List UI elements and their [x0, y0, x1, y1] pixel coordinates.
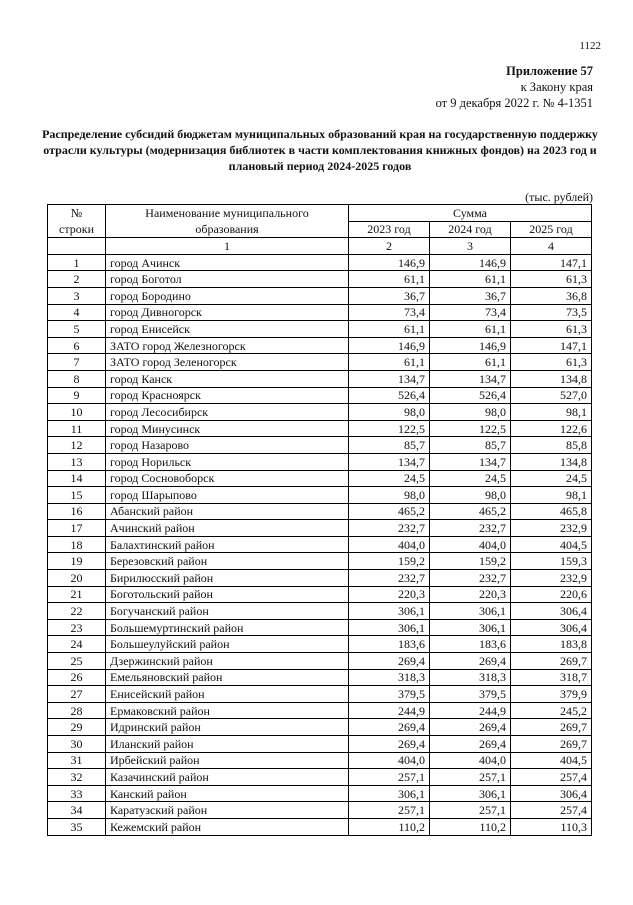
- value-2025-cell: 269,7: [511, 736, 592, 753]
- table-row: [48, 453, 592, 470]
- value-2023-cell: 244,9: [349, 702, 430, 719]
- page-number: 1122: [579, 40, 601, 52]
- column-number: 1: [106, 238, 349, 255]
- value-2025-cell: 269,7: [511, 719, 592, 736]
- value-2025-cell: 147,1: [511, 254, 592, 271]
- table-row: [48, 785, 592, 802]
- value-2024-cell: 146,9: [430, 337, 511, 354]
- value-2025-cell: 257,4: [511, 802, 592, 819]
- table-row: [48, 636, 592, 653]
- column-number: 4: [511, 238, 592, 255]
- table-row: [48, 570, 592, 587]
- municipality-name-cell: город Ачинск: [106, 254, 349, 271]
- row-number-cell: 24: [48, 636, 106, 653]
- value-2023-cell: 24,5: [349, 470, 430, 487]
- value-2023-cell: 269,4: [349, 653, 430, 670]
- municipality-name-cell: город Шарыпово: [106, 487, 349, 504]
- value-2023-cell: 232,7: [349, 570, 430, 587]
- value-2025-cell: 61,3: [511, 321, 592, 338]
- value-2024-cell: 404,0: [430, 536, 511, 553]
- municipality-name-cell: город Норильск: [106, 453, 349, 470]
- table-row: [48, 370, 592, 387]
- municipality-name-cell: город Сосновоборск: [106, 470, 349, 487]
- row-number-cell: 23: [48, 619, 106, 636]
- municipality-name-cell: город Дивногорск: [106, 304, 349, 321]
- value-2024-cell: 232,7: [430, 570, 511, 587]
- row-number-cell: 7: [48, 354, 106, 371]
- value-2025-cell: 318,7: [511, 669, 592, 686]
- value-2024-cell: 404,0: [430, 752, 511, 769]
- table-row: [48, 503, 592, 520]
- value-2025-cell: 245,2: [511, 702, 592, 719]
- document-title: Распределение субсидий бюджетам муниципальных образований края на государственную поддержку отрасли культуры (модернизация библиотек в части комплектования книжных фондов) на 2023 год и плановый период 2024-2025 годов: [42, 127, 598, 173]
- table-row: [48, 271, 592, 288]
- value-2024-cell: 306,1: [430, 785, 511, 802]
- value-2024-cell: 24,5: [430, 470, 511, 487]
- municipality-name-cell: Каратузский район: [106, 802, 349, 819]
- value-2023-cell: 379,5: [349, 686, 430, 703]
- value-2024-cell: 269,4: [430, 736, 511, 753]
- row-number-cell: 14: [48, 470, 106, 487]
- municipality-name-cell: город Боготол: [106, 271, 349, 288]
- value-2024-cell: 134,7: [430, 370, 511, 387]
- header-num-line2: строки: [48, 221, 106, 238]
- municipality-name-cell: город Лесосибирск: [106, 404, 349, 421]
- value-2025-cell: 134,8: [511, 370, 592, 387]
- table-row: [48, 404, 592, 421]
- table-row: [48, 619, 592, 636]
- value-2024-cell: 98,0: [430, 487, 511, 504]
- row-number-cell: 17: [48, 520, 106, 537]
- column-number: 3: [430, 238, 511, 255]
- table-row: [48, 653, 592, 670]
- table-row: [48, 736, 592, 753]
- value-2024-cell: 36,7: [430, 287, 511, 304]
- table-row: [48, 586, 592, 603]
- value-2023-cell: 98,0: [349, 404, 430, 421]
- table-row: [48, 337, 592, 354]
- table-row: [48, 702, 592, 719]
- header-num-line1: №: [48, 205, 106, 222]
- municipality-name-cell: Богучанский район: [106, 603, 349, 620]
- value-2023-cell: 36,7: [349, 287, 430, 304]
- value-2025-cell: 527,0: [511, 387, 592, 404]
- value-2023-cell: 269,4: [349, 736, 430, 753]
- row-number-cell: 13: [48, 453, 106, 470]
- table-row: [48, 437, 592, 454]
- value-2023-cell: 257,1: [349, 769, 430, 786]
- value-2025-cell: 404,5: [511, 536, 592, 553]
- row-number-cell: 1: [48, 254, 106, 271]
- municipality-name-cell: Емельяновский район: [106, 669, 349, 686]
- value-2025-cell: 110,3: [511, 818, 592, 835]
- value-2023-cell: 232,7: [349, 520, 430, 537]
- municipality-name-cell: Казачинский район: [106, 769, 349, 786]
- municipality-name-cell: Дзержинский район: [106, 653, 349, 670]
- value-2025-cell: 183,8: [511, 636, 592, 653]
- value-2025-cell: 147,1: [511, 337, 592, 354]
- row-number-cell: 18: [48, 536, 106, 553]
- value-2025-cell: 269,7: [511, 653, 592, 670]
- value-2023-cell: 159,2: [349, 553, 430, 570]
- table-row: [48, 420, 592, 437]
- value-2024-cell: 379,5: [430, 686, 511, 703]
- table-row: [48, 769, 592, 786]
- appendix-law-ref: к Закону края: [520, 80, 593, 94]
- value-2025-cell: 24,5: [511, 470, 592, 487]
- value-2024-cell: 232,7: [430, 520, 511, 537]
- row-number-cell: 20: [48, 570, 106, 587]
- column-number-row: [48, 238, 592, 255]
- municipality-name-cell: ЗАТО город Железногорск: [106, 337, 349, 354]
- table-body: [48, 254, 592, 835]
- value-2025-cell: 122,6: [511, 420, 592, 437]
- subsidy-table: [47, 204, 592, 836]
- row-number-cell: 29: [48, 719, 106, 736]
- value-2023-cell: 306,1: [349, 603, 430, 620]
- table-row: [48, 354, 592, 371]
- table-row: [48, 536, 592, 553]
- row-number-cell: 22: [48, 603, 106, 620]
- value-2023-cell: 257,1: [349, 802, 430, 819]
- municipality-name-cell: Ирбейский район: [106, 752, 349, 769]
- row-number-cell: 34: [48, 802, 106, 819]
- value-2025-cell: 404,5: [511, 752, 592, 769]
- value-2024-cell: 220,3: [430, 586, 511, 603]
- value-2024-cell: 61,1: [430, 271, 511, 288]
- header-year-2024: 2024 год: [430, 221, 511, 238]
- row-number-cell: 31: [48, 752, 106, 769]
- table-row: [48, 686, 592, 703]
- municipality-name-cell: город Минусинск: [106, 420, 349, 437]
- value-2025-cell: 465,8: [511, 503, 592, 520]
- table-row: [48, 802, 592, 819]
- row-number-cell: 19: [48, 553, 106, 570]
- column-number-empty: [48, 238, 106, 255]
- value-2024-cell: 159,2: [430, 553, 511, 570]
- row-number-cell: 3: [48, 287, 106, 304]
- row-number-cell: 35: [48, 818, 106, 835]
- municipality-name-cell: Ермаковский район: [106, 702, 349, 719]
- municipality-name-cell: город Красноярск: [106, 387, 349, 404]
- table-row: [48, 387, 592, 404]
- units-label: (тыс. рублей): [525, 190, 593, 204]
- value-2024-cell: 98,0: [430, 404, 511, 421]
- value-2025-cell: 98,1: [511, 404, 592, 421]
- value-2024-cell: 257,1: [430, 802, 511, 819]
- value-2025-cell: 220,6: [511, 586, 592, 603]
- value-2023-cell: 146,9: [349, 337, 430, 354]
- value-2025-cell: 232,9: [511, 520, 592, 537]
- value-2025-cell: 232,9: [511, 570, 592, 587]
- value-2025-cell: 36,8: [511, 287, 592, 304]
- table-row: [48, 553, 592, 570]
- table-header-row: [48, 221, 592, 238]
- row-number-cell: 26: [48, 669, 106, 686]
- row-number-cell: 4: [48, 304, 106, 321]
- value-2024-cell: 318,3: [430, 669, 511, 686]
- row-number-cell: 2: [48, 271, 106, 288]
- value-2023-cell: 269,4: [349, 719, 430, 736]
- value-2023-cell: 306,1: [349, 785, 430, 802]
- row-number-cell: 15: [48, 487, 106, 504]
- table-row: [48, 669, 592, 686]
- header-year-2025: 2025 год: [511, 221, 592, 238]
- value-2024-cell: 61,1: [430, 354, 511, 371]
- table-row: [48, 254, 592, 271]
- value-2025-cell: 73,5: [511, 304, 592, 321]
- value-2024-cell: 306,1: [430, 603, 511, 620]
- municipality-name-cell: Боготольский район: [106, 586, 349, 603]
- municipality-name-cell: Бирилюсский район: [106, 570, 349, 587]
- value-2025-cell: 159,3: [511, 553, 592, 570]
- value-2023-cell: 306,1: [349, 619, 430, 636]
- value-2024-cell: 257,1: [430, 769, 511, 786]
- value-2025-cell: 61,3: [511, 354, 592, 371]
- value-2024-cell: 465,2: [430, 503, 511, 520]
- value-2024-cell: 146,9: [430, 254, 511, 271]
- table-row: [48, 520, 592, 537]
- value-2024-cell: 269,4: [430, 653, 511, 670]
- municipality-name-cell: город Енисейск: [106, 321, 349, 338]
- value-2023-cell: 122,5: [349, 420, 430, 437]
- row-number-cell: 28: [48, 702, 106, 719]
- row-number-cell: 30: [48, 736, 106, 753]
- municipality-name-cell: Абанский район: [106, 503, 349, 520]
- value-2024-cell: 61,1: [430, 321, 511, 338]
- row-number-cell: 21: [48, 586, 106, 603]
- value-2023-cell: 183,6: [349, 636, 430, 653]
- row-number-cell: 5: [48, 321, 106, 338]
- value-2024-cell: 244,9: [430, 702, 511, 719]
- row-number-cell: 33: [48, 785, 106, 802]
- row-number-cell: 6: [48, 337, 106, 354]
- value-2023-cell: 134,7: [349, 370, 430, 387]
- municipality-name-cell: ЗАТО город Зеленогорск: [106, 354, 349, 371]
- value-2023-cell: 404,0: [349, 536, 430, 553]
- municipality-name-cell: Березовский район: [106, 553, 349, 570]
- value-2025-cell: 379,9: [511, 686, 592, 703]
- value-2024-cell: 134,7: [430, 453, 511, 470]
- municipality-name-cell: город Канск: [106, 370, 349, 387]
- value-2024-cell: 73,4: [430, 304, 511, 321]
- value-2023-cell: 85,7: [349, 437, 430, 454]
- value-2025-cell: 85,8: [511, 437, 592, 454]
- value-2025-cell: 61,3: [511, 271, 592, 288]
- value-2023-cell: 110,2: [349, 818, 430, 835]
- appendix-block: [436, 63, 593, 111]
- value-2023-cell: 146,9: [349, 254, 430, 271]
- row-number-cell: 16: [48, 503, 106, 520]
- table-row: [48, 603, 592, 620]
- table-row: [48, 818, 592, 835]
- municipality-name-cell: Идринский район: [106, 719, 349, 736]
- municipality-name-cell: Кежемский район: [106, 818, 349, 835]
- value-2024-cell: 526,4: [430, 387, 511, 404]
- municipality-name-cell: Балахтинский район: [106, 536, 349, 553]
- value-2023-cell: 404,0: [349, 752, 430, 769]
- table-row: [48, 719, 592, 736]
- row-number-cell: 10: [48, 404, 106, 421]
- table-row: [48, 304, 592, 321]
- value-2024-cell: 110,2: [430, 818, 511, 835]
- row-number-cell: 27: [48, 686, 106, 703]
- municipality-name-cell: город Бородино: [106, 287, 349, 304]
- value-2024-cell: 306,1: [430, 619, 511, 636]
- table-row: [48, 470, 592, 487]
- header-year-2023: 2023 год: [349, 221, 430, 238]
- row-number-cell: 8: [48, 370, 106, 387]
- municipality-name-cell: Иланский район: [106, 736, 349, 753]
- value-2023-cell: 61,1: [349, 354, 430, 371]
- value-2025-cell: 98,1: [511, 487, 592, 504]
- row-number-cell: 25: [48, 653, 106, 670]
- value-2024-cell: 269,4: [430, 719, 511, 736]
- table-row: [48, 487, 592, 504]
- municipality-name-cell: город Назарово: [106, 437, 349, 454]
- municipality-name-cell: Канский район: [106, 785, 349, 802]
- table-row: [48, 321, 592, 338]
- value-2025-cell: 306,4: [511, 785, 592, 802]
- value-2023-cell: 220,3: [349, 586, 430, 603]
- municipality-name-cell: Енисейский район: [106, 686, 349, 703]
- row-number-cell: 12: [48, 437, 106, 454]
- value-2025-cell: 134,8: [511, 453, 592, 470]
- header-name-line1: Наименование муниципального: [106, 205, 349, 222]
- value-2025-cell: 306,4: [511, 619, 592, 636]
- value-2023-cell: 73,4: [349, 304, 430, 321]
- value-2025-cell: 257,4: [511, 769, 592, 786]
- appendix-title: Приложение 57: [506, 64, 593, 78]
- value-2024-cell: 85,7: [430, 437, 511, 454]
- value-2023-cell: 134,7: [349, 453, 430, 470]
- value-2025-cell: 306,4: [511, 603, 592, 620]
- header-sum: Сумма: [349, 205, 592, 222]
- appendix-date: от 9 декабря 2022 г. № 4-1351: [435, 96, 593, 110]
- value-2023-cell: 318,3: [349, 669, 430, 686]
- value-2023-cell: 526,4: [349, 387, 430, 404]
- table-row: [48, 752, 592, 769]
- municipality-name-cell: Ачинский район: [106, 520, 349, 537]
- header-name-line2: образования: [106, 221, 349, 238]
- municipality-name-cell: Большеулуйский район: [106, 636, 349, 653]
- table-header-row: [48, 205, 592, 222]
- municipality-name-cell: Большемуртинский район: [106, 619, 349, 636]
- value-2024-cell: 183,6: [430, 636, 511, 653]
- row-number-cell: 11: [48, 420, 106, 437]
- row-number-cell: 32: [48, 769, 106, 786]
- table-row: [48, 287, 592, 304]
- row-number-cell: 9: [48, 387, 106, 404]
- value-2024-cell: 122,5: [430, 420, 511, 437]
- value-2023-cell: 61,1: [349, 271, 430, 288]
- value-2023-cell: 465,2: [349, 503, 430, 520]
- value-2023-cell: 61,1: [349, 321, 430, 338]
- column-number: 2: [349, 238, 430, 255]
- value-2023-cell: 98,0: [349, 487, 430, 504]
